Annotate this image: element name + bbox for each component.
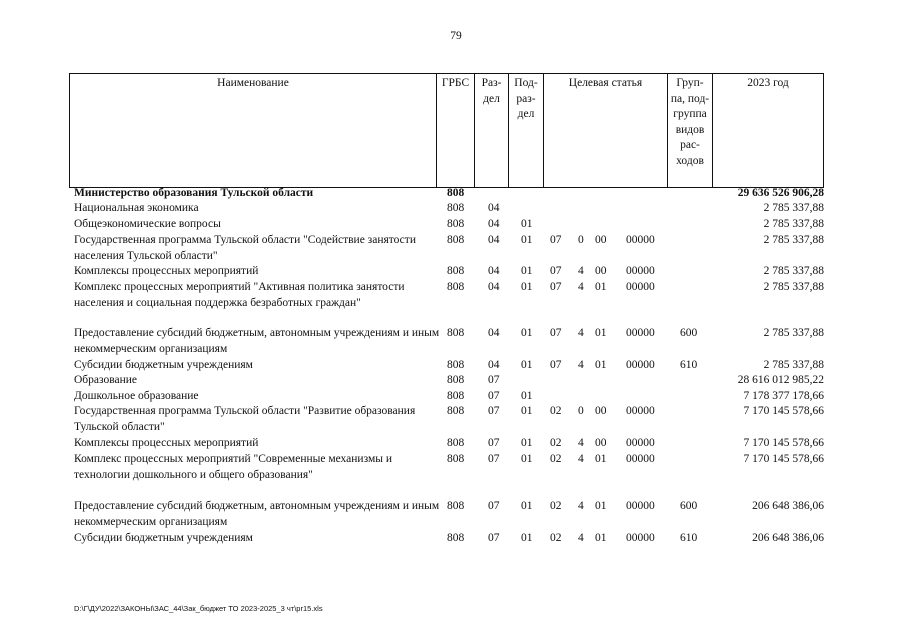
row-sum: 2 785 337,88: [763, 265, 824, 277]
row-podrazdel: 01: [521, 218, 533, 230]
header-podrazdel: Под- раз- дел: [509, 74, 544, 188]
row-sum: 7 170 145 578,66: [743, 437, 824, 449]
row-podrazdel: 01: [521, 327, 533, 339]
row-cs-element: 01: [595, 359, 607, 371]
row-sum: 2 785 337,88: [763, 359, 824, 371]
row-group: 600: [680, 327, 698, 339]
header-celevaya: Целевая статья: [544, 74, 668, 188]
row-name: Субсидии бюджетным учреждениям: [74, 359, 253, 371]
row-podrazdel: 01: [521, 359, 533, 371]
row-razdel: 07: [488, 374, 500, 386]
row-cs-program: 07: [550, 265, 562, 277]
row-cs-element: 01: [595, 327, 607, 339]
page-number: 79: [450, 30, 462, 42]
row-name: Государственная программа Тульской области "Содействие занятости населения Тульской области": [74, 234, 416, 262]
row-cs-element: 01: [595, 500, 607, 512]
row-cs-program: 02: [550, 405, 562, 417]
row-razdel: 07: [488, 500, 500, 512]
row-group: 610: [680, 532, 698, 544]
row-sum: 2 785 337,88: [763, 234, 824, 246]
row-podrazdel: 01: [521, 265, 533, 277]
row-cs-direction: 00000: [626, 500, 655, 512]
row-sum: 2 785 337,88: [763, 327, 824, 339]
row-sum: 7 170 145 578,66: [743, 405, 824, 417]
header-razdel: Раз- дел: [475, 74, 509, 188]
row-sum: 2 785 337,88: [763, 202, 824, 214]
row-podrazdel: 01: [521, 234, 533, 246]
row-grbs: 808: [447, 453, 465, 465]
row-name: Предоставление субсидий бюджетным, автономным учреждениям и иным некоммерческим организациям: [74, 500, 440, 528]
row-podrazdel: 01: [521, 453, 533, 465]
row-cs-type: 4: [578, 532, 584, 544]
row-grbs: 808: [447, 359, 465, 371]
row-cs-direction: 00000: [626, 405, 655, 417]
row-podrazdel: 01: [521, 390, 533, 402]
row-grbs: 808: [447, 234, 465, 246]
row-name: Образование: [74, 374, 138, 386]
row-grbs: 808: [447, 374, 465, 386]
row-grbs: 808: [447, 327, 465, 339]
row-cs-element: 00: [595, 234, 607, 246]
row-razdel: 04: [488, 265, 500, 277]
row-sum: 29 636 526 906,28: [737, 187, 824, 199]
row-cs-direction: 00000: [626, 453, 655, 465]
row-cs-program: 02: [550, 500, 562, 512]
row-sum: 206 648 386,06: [752, 500, 824, 512]
row-grbs: 808: [447, 405, 465, 417]
row-name: Министерство образования Тульской области: [74, 187, 314, 199]
row-name: Национальная экономика: [74, 202, 199, 214]
row-cs-type: 4: [578, 359, 584, 371]
row-cs-type: 0: [578, 234, 584, 246]
row-podrazdel: 01: [521, 500, 533, 512]
row-cs-element: 01: [595, 532, 607, 544]
row-razdel: 07: [488, 453, 500, 465]
header-grbs: ГРБС: [437, 74, 475, 188]
row-name: Дошкольное образование: [74, 390, 199, 402]
row-grbs: 808: [447, 265, 465, 277]
row-grbs: 808: [447, 390, 465, 402]
row-cs-direction: 00000: [626, 359, 655, 371]
row-podrazdel: 01: [521, 281, 533, 293]
row-sum: 7 170 145 578,66: [743, 453, 824, 465]
row-cs-element: 01: [595, 281, 607, 293]
table-header: [69, 73, 824, 188]
row-grbs: 808: [447, 202, 465, 214]
row-cs-type: 4: [578, 265, 584, 277]
row-name: Предоставление субсидий бюджетным, автономным учреждениям и иным некоммерческим организациям: [74, 327, 440, 355]
row-sum: 7 178 377 178,66: [743, 390, 824, 402]
row-sum: 28 616 012 985,22: [737, 374, 824, 386]
row-name: Комплексы процессных мероприятий: [74, 437, 259, 449]
row-razdel: 04: [488, 359, 500, 371]
row-group: 610: [680, 359, 698, 371]
row-cs-program: 02: [550, 437, 562, 449]
row-razdel: 07: [488, 405, 500, 417]
header-name: Наименование: [70, 74, 437, 188]
row-cs-program: 07: [550, 281, 562, 293]
row-cs-direction: 00000: [626, 437, 655, 449]
row-cs-type: 4: [578, 281, 584, 293]
row-cs-program: 07: [550, 359, 562, 371]
row-razdel: 04: [488, 202, 500, 214]
row-name: Субсидии бюджетным учреждениям: [74, 532, 253, 544]
row-sum: 2 785 337,88: [763, 281, 824, 293]
row-cs-direction: 00000: [626, 281, 655, 293]
row-cs-program: 07: [550, 327, 562, 339]
row-name: Комплекс процессных мероприятий "Современные механизмы и технологии дошкольного и общего образования": [74, 453, 392, 481]
row-razdel: 04: [488, 327, 500, 339]
row-cs-program: 07: [550, 234, 562, 246]
row-grbs: 808: [447, 187, 465, 199]
row-cs-element: 00: [595, 437, 607, 449]
row-razdel: 04: [488, 281, 500, 293]
row-cs-element: 01: [595, 453, 607, 465]
row-sum: 206 648 386,06: [752, 532, 824, 544]
row-cs-direction: 00000: [626, 327, 655, 339]
row-razdel: 07: [488, 532, 500, 544]
header-gruppa: Груп- па, под- группа видов рас- ходов: [668, 74, 713, 188]
row-grbs: 808: [447, 532, 465, 544]
row-cs-direction: 00000: [626, 265, 655, 277]
row-name: Комплексы процессных мероприятий: [74, 265, 259, 277]
row-grbs: 808: [447, 437, 465, 449]
row-name: Государственная программа Тульской области "Развитие образования Тульской области": [74, 405, 416, 433]
row-cs-direction: 00000: [626, 234, 655, 246]
row-grbs: 808: [447, 218, 465, 230]
row-cs-program: 02: [550, 453, 562, 465]
row-cs-program: 02: [550, 532, 562, 544]
row-cs-element: 00: [595, 265, 607, 277]
footer-file-path: D:\Г\ДУ\2022\ЗАКОНЫ\ЗАС_44\Зак_бюджет ТО 2023-2025_3 чт\pr15.xls: [74, 604, 323, 613]
row-name: Комплекс процессных мероприятий "Активная политика занятости населения и социальная поддержка безработных граждан": [74, 281, 405, 309]
row-cs-type: 4: [578, 453, 584, 465]
row-cs-type: 4: [578, 327, 584, 339]
header-year: 2023 год: [747, 77, 789, 89]
row-cs-type: 0: [578, 405, 584, 417]
row-cs-type: 4: [578, 437, 584, 449]
row-cs-element: 00: [595, 405, 607, 417]
row-name: Общеэкономические вопросы: [74, 218, 221, 230]
row-podrazdel: 01: [521, 437, 533, 449]
row-cs-type: 4: [578, 500, 584, 512]
row-sum: 2 785 337,88: [763, 218, 824, 230]
row-podrazdel: 01: [521, 405, 533, 417]
row-razdel: 04: [488, 218, 500, 230]
row-podrazdel: 01: [521, 532, 533, 544]
row-grbs: 808: [447, 500, 465, 512]
row-razdel: 04: [488, 234, 500, 246]
row-grbs: 808: [447, 281, 465, 293]
row-razdel: 07: [488, 390, 500, 402]
row-group: 600: [680, 500, 698, 512]
row-razdel: 07: [488, 437, 500, 449]
row-cs-direction: 00000: [626, 532, 655, 544]
